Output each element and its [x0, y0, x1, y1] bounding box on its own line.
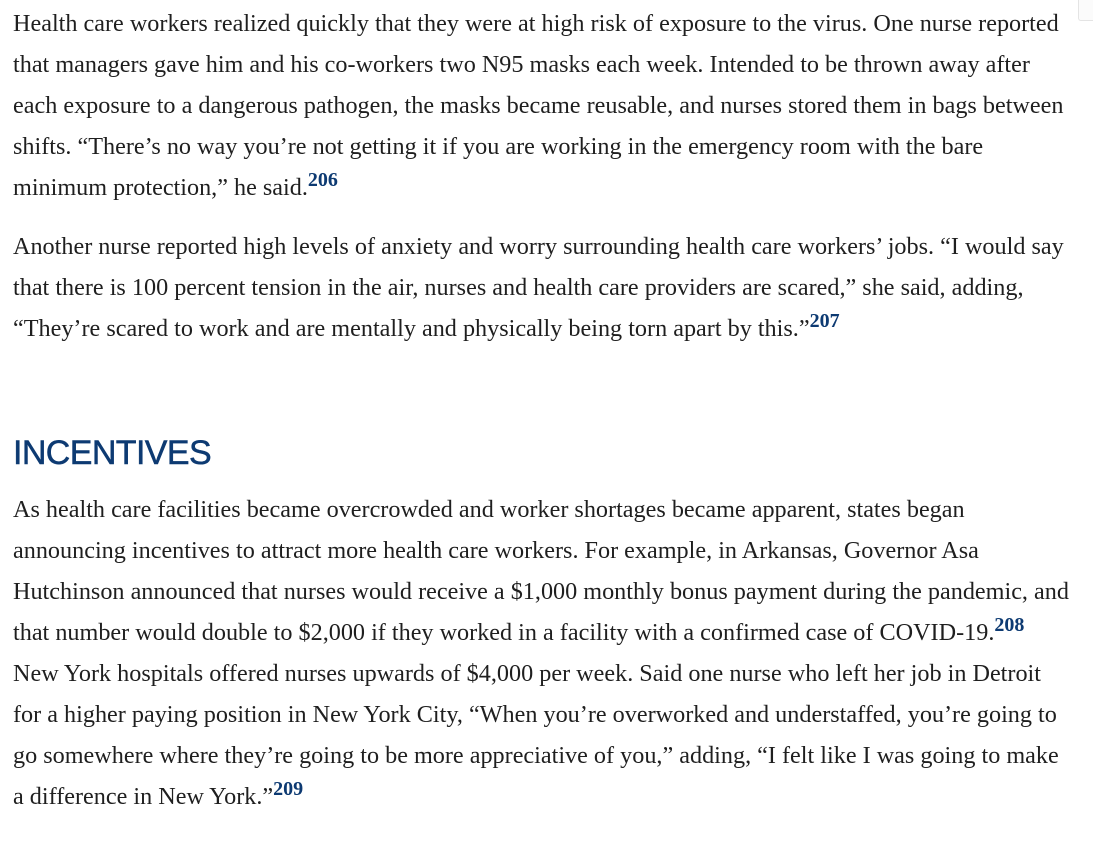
footnote-link[interactable]: 207 [809, 310, 840, 332]
section-heading: INCENTIVES [13, 434, 212, 472]
footnote-link[interactable]: 208 [994, 614, 1025, 636]
paragraph-text: Health care workers realized quickly that they were at high risk of exposure to the virus. One nurse reported that managers gave him and his co-workers two N95 masks each week. Intended to be thrown away after each exposure to a dangerous pathogen, the masks became reusable, and nurses stored them in bags between shifts. “There’s no way you’re not getting it if you are working in the emergency room with the bare minimum protection,” he said. [13, 10, 1064, 201]
section-heading-container [13, 431, 211, 475]
paragraph-text: As health care facilities became overcrowded and worker shortages became apparent, states began announcing incentives to attract more health care workers. For example, in Arkansas, Governor Asa Hutchinson announced that nurses would receive a $1,000 monthly bonus payment during the pandemic, and that number would double to $2,000 if they worked in a facility with a confirmed case of COVID-19. [13, 496, 1069, 646]
body-paragraph [13, 489, 1075, 817]
body-paragraph [13, 226, 1075, 349]
paragraph-text: New York hospitals offered nurses upwards of $4,000 per week. Said one nurse who left her job in Detroit for a higher paying position in New York City, “When you’re overworked and understaffed, you’re going to go somewhere where they’re going to be more appreciative of you,” adding, “I felt like I was going to make a difference in New York.” [13, 660, 1059, 810]
footnote-link[interactable]: 209 [273, 778, 304, 800]
body-paragraph [13, 3, 1075, 208]
paragraph-text: Another nurse reported high levels of anxiety and worry surrounding health care workers’ jobs. “I would say that there is 100 percent tension in the air, nurses and health care providers are scared,” she said, adding, “They’re scared to work and are mentally and physically being torn apart by this.” [13, 233, 1064, 342]
footnote-link[interactable]: 206 [307, 169, 338, 191]
page-edge-decoration [1078, 0, 1093, 21]
